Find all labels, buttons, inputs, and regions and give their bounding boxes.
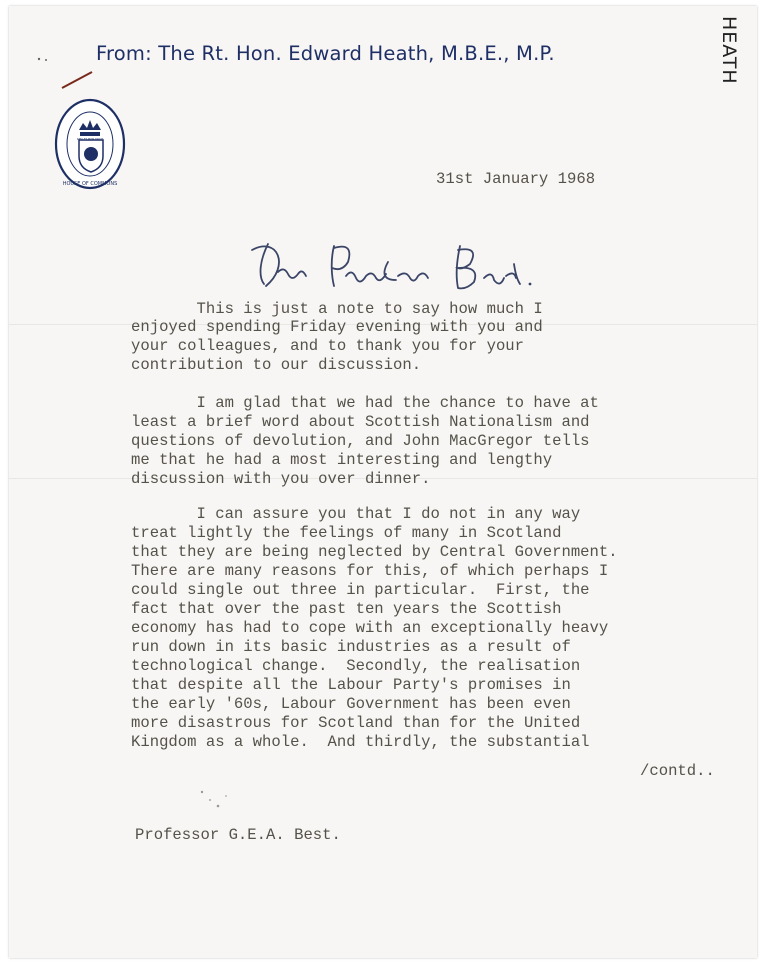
body-line: contribution to our discussion. — [131, 356, 422, 374]
house-of-commons-seal — [52, 96, 128, 192]
handwritten-salutation — [238, 226, 548, 296]
body-line: Kingdom as a whole. And thirdly, the substantial — [131, 733, 590, 751]
body-line: fact that over the past ten years the Scottish — [131, 600, 562, 618]
body-line: more disastrous for Scotland than for the United — [131, 714, 581, 732]
body-line: I am glad that we had the chance to have at — [131, 394, 599, 412]
smudge-marks — [196, 786, 236, 816]
body-line: could single out three in particular. First, the — [131, 581, 590, 599]
body-line: treat lightly the feelings of many in Scotland — [131, 524, 562, 542]
body-line: your colleagues, and to thank you for your — [131, 337, 525, 355]
body-line: that despite all the Labour Party's promises in — [131, 676, 571, 694]
archive-label: HEATH — [718, 16, 740, 85]
seal-motto: DIEU ET MON DROIT — [76, 138, 104, 141]
body-line: least a brief word about Scottish Nationalism and — [131, 413, 590, 431]
salutation-text: Dear Professor Best. — [238, 295, 248, 296]
body-line: discussion with you over dinner. — [131, 470, 431, 488]
body-line: run down in its basic industries as a result of — [131, 638, 571, 656]
body-line: the early '60s, Labour Government has been even — [131, 695, 571, 713]
body-line: There are many reasons for this, of which perhaps I — [131, 562, 609, 580]
body-line: economy has had to cope with an exceptionally heavy — [131, 619, 609, 637]
seal-text: HOUSE OF COMMONS — [62, 181, 118, 187]
letterhead-from: From: The Rt. Hon. Edward Heath, M.B.E., M.P. — [96, 42, 555, 65]
body-line: me that he had a most interesting and lengthy — [131, 451, 553, 469]
body-line: that they are being neglected by Central Government. — [131, 543, 618, 561]
ink-dots — [36, 56, 54, 64]
body-line: enjoyed spending Friday evening with you and — [131, 318, 543, 336]
body-line: I can assure you that I do not in any way — [131, 505, 581, 523]
body-line: technological change. Secondly, the realisation — [131, 657, 581, 675]
letter-date: 31st January 1968 — [436, 170, 596, 188]
body-line: questions of devolution, and John MacGregor tells — [131, 432, 590, 450]
body-line: This is just a note to say how much I — [131, 300, 543, 318]
pen-mark — [58, 68, 98, 92]
recipient-name: Professor G.E.A. Best. — [135, 826, 341, 844]
continued-marker: /contd.. — [640, 762, 715, 780]
